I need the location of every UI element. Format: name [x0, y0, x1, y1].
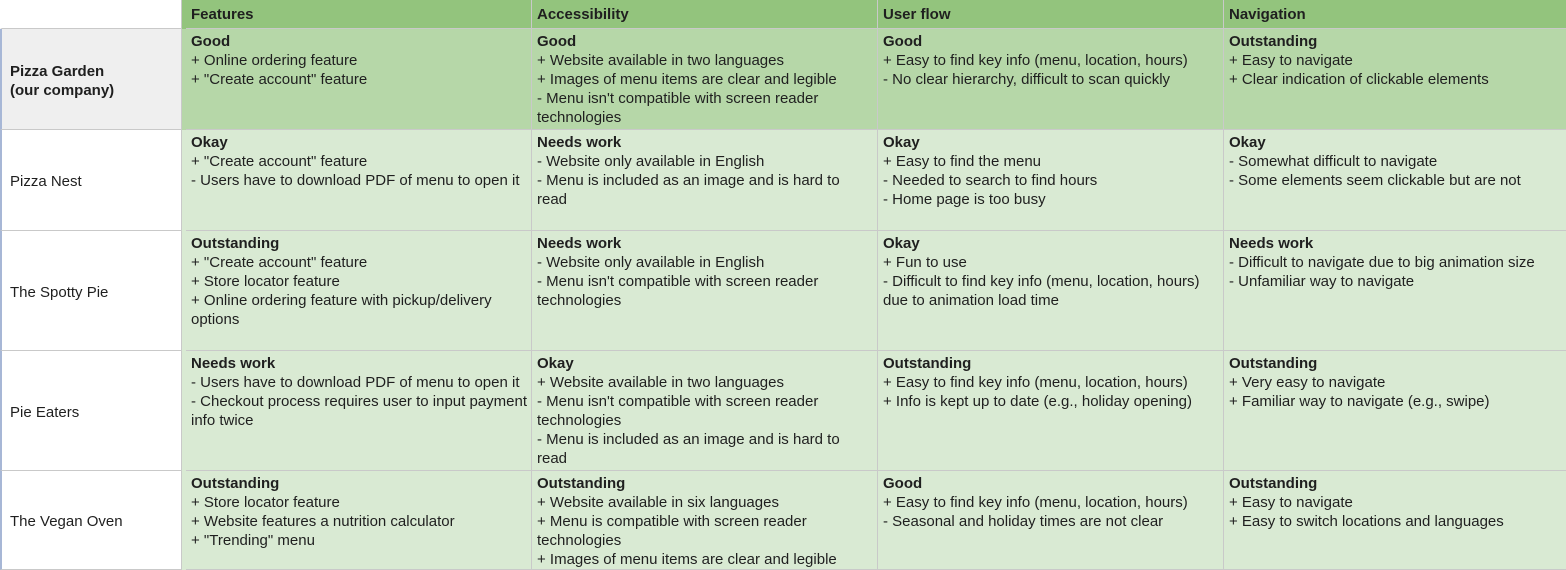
audit-point: + Easy to find key info (menu, location, hours): [883, 52, 1188, 69]
audit-point: + Store locator feature: [191, 494, 340, 511]
audit-point: + Info is kept up to date (e.g., holiday opening): [883, 393, 1192, 410]
audit-cell-navigation[interactable]: [1224, 130, 1566, 231]
audit-point: + Easy to navigate: [1229, 494, 1353, 511]
audit-cell-navigation[interactable]: [1224, 231, 1566, 351]
header-cell-accessibility[interactable]: Accessibility: [532, 0, 878, 29]
table-row: [0, 231, 1566, 351]
audit-point: + "Create account" feature: [191, 254, 368, 271]
audit-point: - Users have to download PDF of menu to open it: [191, 172, 520, 189]
audit-point: - Unfamiliar way to navigate: [1229, 273, 1415, 290]
audit-point: - Users have to download PDF of menu to open it: [191, 374, 520, 391]
rating-label: Outstanding: [1229, 33, 1318, 50]
audit-point: + Easy to find key info (menu, location, hours): [883, 494, 1188, 511]
audit-cell-navigation[interactable]: [1224, 351, 1566, 471]
audit-point: + Website available in two languages: [537, 52, 784, 69]
company-name-cell[interactable]: [0, 29, 182, 130]
audit-point: - Menu isn't compatible with screen reader technologies: [537, 393, 819, 429]
audit-cell-accessibility[interactable]: [532, 130, 878, 231]
audit-point: - Difficult to navigate due to big animation size: [1229, 254, 1535, 271]
audit-point: + Fun to use: [883, 254, 967, 271]
audit-point: + Very easy to navigate: [1229, 374, 1386, 391]
audit-point: + Menu is compatible with screen reader technologies: [537, 513, 807, 549]
audit-point: + "Create account" feature: [191, 153, 368, 170]
audit-point: - No clear hierarchy, difficult to scan quickly: [883, 71, 1171, 88]
rating-label: Good: [883, 33, 923, 50]
table-row: [0, 351, 1566, 471]
audit-point: + Easy to find key info (menu, location, hours): [883, 374, 1188, 391]
audit-point: - Needed to search to find hours: [883, 172, 1098, 189]
rating-label: Okay: [883, 134, 920, 151]
company-name: Pizza Nest: [10, 173, 82, 190]
rating-label: Outstanding: [537, 475, 626, 492]
audit-point: + Website available in two languages: [537, 374, 784, 391]
audit-point: + Online ordering feature with pickup/delivery options: [191, 292, 492, 328]
audit-point: - Seasonal and holiday times are not clear: [883, 513, 1164, 530]
audit-point: + Familiar way to navigate (e.g., swipe): [1229, 393, 1490, 410]
header-cell-features[interactable]: Features: [186, 0, 532, 29]
table-row: [0, 471, 1566, 570]
rating-label: Needs work: [537, 134, 622, 151]
audit-point: - Website only available in English: [537, 254, 765, 271]
header-cell-navigation[interactable]: Navigation: [1224, 0, 1566, 29]
audit-point: + Images of menu items are clear and legible: [537, 551, 837, 568]
audit-cell-features[interactable]: [186, 130, 532, 231]
audit-cell-accessibility[interactable]: [532, 29, 878, 130]
rating-label: Okay: [191, 134, 228, 151]
rating-label: Good: [191, 33, 231, 50]
audit-point: + Easy to navigate: [1229, 52, 1353, 69]
audit-point: - Menu is included as an image and is hard to read: [537, 172, 840, 208]
audit-point: + Website available in six languages: [537, 494, 779, 511]
company-name: Pie Eaters: [10, 403, 80, 421]
rating-label: Outstanding: [1229, 475, 1318, 492]
rating-label: Good: [883, 475, 923, 492]
audit-point: + Online ordering feature: [191, 52, 358, 69]
company-name-cell[interactable]: [0, 231, 182, 351]
audit-point: + Easy to switch locations and languages: [1229, 513, 1504, 530]
rating-label: Outstanding: [883, 355, 972, 372]
rating-label: Outstanding: [191, 475, 280, 492]
header-cell-corner[interactable]: [0, 0, 182, 29]
header-cell-user-flow[interactable]: User flow: [878, 0, 1224, 29]
audit-point: - Some elements seem clickable but are not: [1229, 172, 1521, 189]
audit-point: - Home page is too busy: [883, 191, 1046, 208]
header-row: [0, 0, 1566, 29]
audit-point: + Clear indication of clickable elements: [1229, 71, 1489, 88]
company-name: The Spotty Pie: [10, 283, 109, 301]
audit-point: + Easy to find the menu: [883, 153, 1042, 170]
audit-cell-accessibility[interactable]: [532, 471, 878, 570]
audit-cell-user-flow[interactable]: [878, 471, 1224, 570]
audit-cell-features[interactable]: [186, 471, 532, 570]
rating-label: Good: [537, 33, 577, 50]
audit-cell-user-flow[interactable]: [878, 231, 1224, 351]
rating-label: Okay: [883, 235, 920, 252]
rating-label: Okay: [1229, 134, 1266, 151]
audit-point: + Store locator feature: [191, 273, 340, 290]
audit-point: - Menu isn't compatible with screen reader technologies: [537, 90, 819, 126]
audit-cell-user-flow[interactable]: [878, 351, 1224, 471]
audit-point: - Menu is included as an image and is hard to read: [537, 431, 840, 467]
audit-cell-features[interactable]: [186, 231, 532, 351]
rating-label: Needs work: [191, 355, 276, 372]
rating-label: Outstanding: [1229, 355, 1318, 372]
rating-label: Needs work: [537, 235, 622, 252]
rating-label: Needs work: [1229, 235, 1314, 252]
audit-cell-accessibility[interactable]: [532, 231, 878, 351]
audit-cell-navigation[interactable]: [1224, 29, 1566, 130]
audit-point: + Website features a nutrition calculator: [191, 513, 455, 530]
company-name-cell[interactable]: [0, 130, 182, 231]
audit-point: + "Trending" menu: [191, 532, 315, 549]
table-row: [0, 130, 1566, 231]
audit-cell-navigation[interactable]: [1224, 471, 1566, 570]
audit-point: + Images of menu items are clear and legible: [537, 71, 837, 88]
audit-cell-accessibility[interactable]: [532, 351, 878, 471]
audit-cell-features[interactable]: [186, 351, 532, 471]
company-name: The Vegan Oven: [10, 513, 123, 530]
audit-point: - Website only available in English: [537, 153, 765, 170]
audit-point: - Somewhat difficult to navigate: [1229, 153, 1438, 170]
audit-point: - Difficult to find key info (menu, location, hours) due to animation load time: [883, 273, 1200, 309]
rating-label: Outstanding: [191, 235, 280, 252]
company-name: Pizza Garden (our company): [10, 62, 115, 99]
company-name-cell[interactable]: [0, 351, 182, 471]
audit-point: - Menu isn't compatible with screen reader technologies: [537, 273, 819, 309]
rating-label: Okay: [537, 355, 574, 372]
audit-point: - Checkout process requires user to input payment info twice: [191, 393, 527, 429]
company-name-cell[interactable]: [0, 471, 182, 570]
audit-cell-user-flow[interactable]: [878, 130, 1224, 231]
table-row: [0, 29, 1566, 130]
audit-cell-user-flow[interactable]: [878, 29, 1224, 130]
audit-cell-features[interactable]: [186, 29, 532, 130]
audit-point: + "Create account" feature: [191, 71, 368, 88]
